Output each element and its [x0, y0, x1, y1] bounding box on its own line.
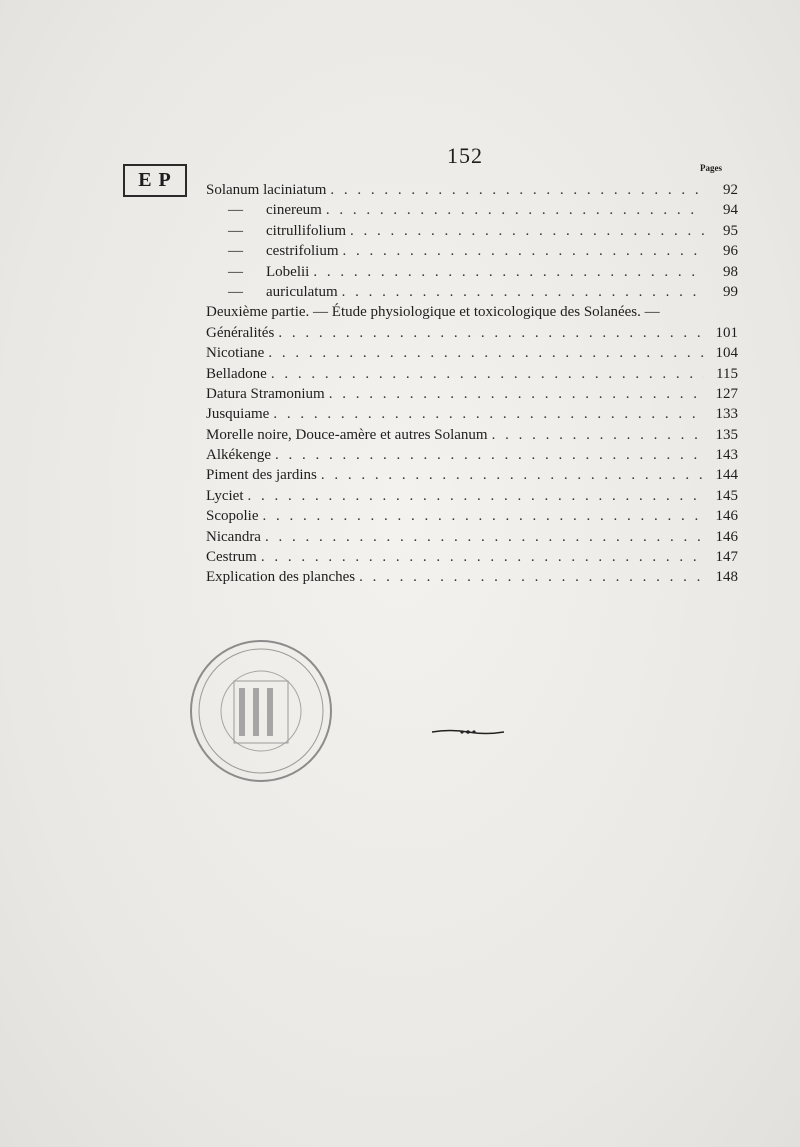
- toc-entry-label: cinereum: [266, 202, 322, 219]
- toc-entry-label: Alkékenge: [206, 447, 271, 464]
- toc-entry-label: Belladone: [206, 365, 267, 382]
- page-number: 152: [447, 143, 483, 168]
- toc-entry-page: 148: [715, 569, 738, 586]
- toc-entry: [206, 486, 738, 506]
- toc-entry: [206, 241, 738, 261]
- toc-entry: [206, 527, 738, 547]
- toc-entry: [206, 323, 738, 343]
- toc-entry-page: 147: [715, 549, 738, 566]
- toc-entry: [206, 567, 738, 587]
- toc-entry-page: 146: [715, 508, 738, 525]
- toc-entry: [206, 445, 738, 465]
- toc-entry-page: 144: [715, 467, 738, 484]
- leader-dots: [278, 323, 704, 343]
- toc-entry: [206, 180, 738, 200]
- toc-entry-page: 92: [723, 182, 738, 198]
- toc-entry-page: 146: [715, 528, 738, 545]
- toc-entry: [206, 506, 738, 526]
- leader-dots: [313, 262, 704, 282]
- toc-entry: [206, 221, 738, 241]
- toc-entry-label: Solanum laciniatum: [206, 182, 327, 198]
- ditto-dash: —: [228, 283, 243, 300]
- toc-entry-label: Jusquiame: [206, 406, 270, 423]
- toc-entry: [206, 200, 738, 220]
- toc-entry: [206, 465, 738, 485]
- toc-entry-page: 133: [715, 406, 738, 423]
- pages-column-heading: Pages: [700, 163, 722, 173]
- ditto-dash: —: [228, 243, 243, 260]
- toc-entry-page: 115: [716, 365, 738, 382]
- toc-entry-label: Morelle noire, Douce-amère et autres Solanum: [206, 426, 488, 443]
- toc-entry-label: Lyciet: [206, 487, 244, 504]
- leader-dots: [275, 445, 704, 465]
- toc-entry: [206, 404, 738, 424]
- toc-entry-label: citrullifolium: [266, 222, 346, 239]
- ditto-dash: —: [228, 263, 243, 280]
- toc-entry: [206, 282, 738, 302]
- library-stamp-text: E P: [138, 169, 172, 191]
- toc-entry-page: 127: [715, 385, 738, 402]
- toc-entry-label: cestrifolium: [266, 243, 339, 260]
- leader-dots: [492, 425, 704, 445]
- leader-dots: [359, 567, 704, 587]
- toc-entry-page: 99: [723, 283, 738, 300]
- section-heading: [206, 302, 738, 322]
- leader-dots: [265, 527, 704, 547]
- leader-dots: [273, 404, 704, 424]
- toc-entry-label: Scopolie: [206, 508, 259, 525]
- table-of-contents: [206, 180, 738, 588]
- toc-entry-label: Datura Stramonium: [206, 385, 325, 402]
- ornament-divider: [432, 725, 504, 739]
- leader-dots: [261, 547, 704, 567]
- toc-entry-label: Piment des jardins: [206, 467, 317, 484]
- toc-entry-label: Cestrum: [206, 549, 257, 566]
- toc-entry-label: Lobelii: [266, 263, 310, 280]
- toc-entry: [206, 343, 738, 363]
- toc-entry-page: 98: [723, 263, 738, 280]
- toc-entry-label: auriculatum: [266, 283, 338, 300]
- ditto-dash: —: [228, 222, 243, 239]
- toc-entry-page: 96: [723, 243, 738, 260]
- leader-dots: [329, 384, 704, 404]
- toc-entry-label: Nicandra: [206, 528, 261, 545]
- toc-entry-page: 135: [715, 426, 738, 443]
- leader-dots: [342, 241, 704, 261]
- toc-entry-label: Généralités: [206, 324, 275, 341]
- leader-dots: [350, 221, 704, 241]
- toc-entry: [206, 262, 738, 282]
- leader-dots: [321, 465, 704, 485]
- toc-entry-label: Nicotiane: [206, 345, 265, 362]
- library-round-stamp: [186, 636, 336, 786]
- leader-dots: [326, 200, 704, 220]
- toc-entry-page: 145: [715, 487, 738, 504]
- toc-entry-page: 104: [715, 345, 738, 362]
- leader-dots: [271, 364, 704, 384]
- section-title: Deuxième partie. — Étude physiologique et toxicologique des Solanées. —: [206, 304, 660, 321]
- toc-entry-label: Explication des planches: [206, 569, 356, 586]
- leader-dots: [342, 282, 704, 302]
- toc-entry-page: 95: [723, 222, 738, 239]
- toc-entry: [206, 384, 738, 404]
- toc-entry: [206, 547, 738, 567]
- toc-entry-page: 143: [715, 447, 738, 464]
- leader-dots: [263, 506, 705, 526]
- toc-entry-page: 94: [723, 202, 738, 219]
- toc-entry: [206, 364, 738, 384]
- leader-dots: [268, 343, 704, 363]
- leader-dots: [330, 180, 704, 200]
- toc-entry: [206, 425, 738, 445]
- leader-dots: [248, 486, 705, 506]
- toc-entry-page: 101: [715, 324, 738, 341]
- ditto-dash: —: [228, 202, 243, 219]
